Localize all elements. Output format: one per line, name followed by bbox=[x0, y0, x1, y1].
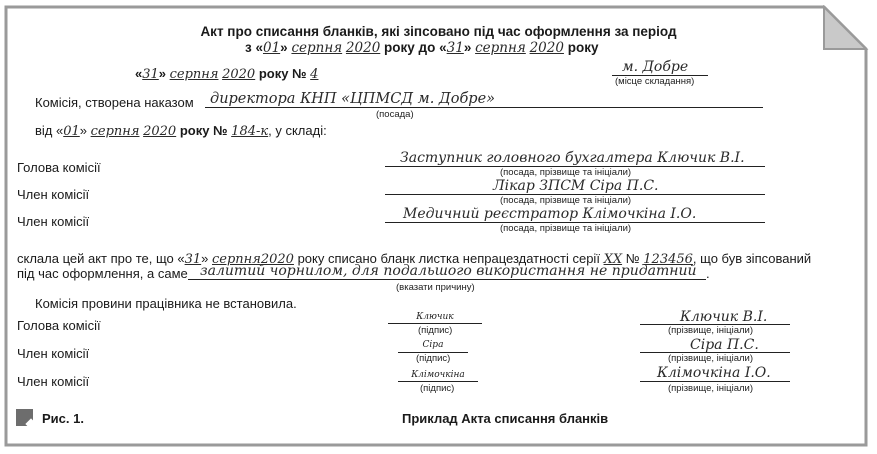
place-caption: (місце складання) bbox=[615, 76, 695, 87]
blank-number: 123456 bbox=[643, 252, 693, 267]
signature: Сіра bbox=[422, 340, 444, 350]
member-value: Лікар ЗПСМ Сіра П.С. bbox=[493, 178, 659, 194]
commission-label: Комісія, створена наказом bbox=[35, 95, 194, 110]
signer-name: Клімочкіна І.О. bbox=[657, 365, 771, 381]
signer-name: Ключик В.І. bbox=[680, 309, 768, 325]
signer-role: Член комісії bbox=[17, 374, 90, 389]
period-line: з «01» серпня 2020 року до «31» серпня 2020 року bbox=[245, 40, 599, 56]
order-line: від «01» серпня 2020 року № 184-к, у складі: bbox=[35, 123, 327, 139]
signature-caption: (підпис) bbox=[416, 353, 451, 364]
name-caption: (прізвище, ініціали) bbox=[668, 383, 753, 394]
signer-role: Член комісії bbox=[17, 346, 90, 361]
act-title: Акт про списання бланків, які зіпсовано під час оформлення за період bbox=[200, 24, 677, 39]
spoil-reason: залитий чорнилом, для подальшого використання не придатний bbox=[200, 263, 697, 279]
member-role: Голова комісії bbox=[17, 160, 101, 175]
member-value: Медичний реєстратор Клімочкіна І.О. bbox=[403, 206, 697, 222]
signer-role: Голова комісії bbox=[17, 318, 101, 333]
signature-caption: (підпис) bbox=[420, 383, 455, 394]
figure-marker-icon bbox=[16, 409, 33, 426]
member-value: Заступник головного бухгалтера Ключик В.І. bbox=[400, 150, 745, 166]
act-date-line: «31» серпня 2020 року № 4 bbox=[135, 66, 319, 82]
order-number: 184-к bbox=[231, 124, 269, 139]
figure-caption: Приклад Акта списання бланків bbox=[402, 411, 609, 426]
signature-caption: (підпис) bbox=[418, 325, 453, 336]
commission-order-author: директора КНП «ЦПМСД м. Добре» bbox=[210, 91, 496, 107]
blank-series: XX bbox=[603, 252, 623, 267]
conclusion: Комісія провини працівника не встановила. bbox=[35, 296, 297, 311]
member-role: Член комісії bbox=[17, 187, 90, 202]
name-caption: (прізвище, ініціали) bbox=[668, 325, 753, 336]
signature: Ключик bbox=[416, 312, 454, 322]
statement-line2: під час оформлення, а саме bbox=[17, 266, 188, 281]
commission-caption: (посада) bbox=[376, 109, 414, 120]
member-role: Член комісії bbox=[17, 214, 90, 229]
name-caption: (прізвище, ініціали) bbox=[668, 353, 753, 364]
place-value: м. Добре bbox=[622, 59, 689, 75]
reason-caption: (вказати причину) bbox=[396, 282, 475, 293]
member-caption: (посада, прізвище та ініціали) bbox=[500, 223, 632, 234]
member-caption: (посада, прізвище та ініціали) bbox=[500, 195, 632, 206]
statement-line1: склала цей акт про те, що «31» серпня2020 року списано бланк листка непрацездатності серії XX № 123456, що був зіпсований bbox=[17, 251, 812, 267]
signature: Клімочкіна bbox=[411, 370, 465, 380]
figure-label: Рис. 1. bbox=[42, 411, 84, 426]
signer-name: Сіра П.С. bbox=[690, 337, 759, 353]
member-caption: (посада, прізвище та ініціали) bbox=[500, 167, 632, 178]
